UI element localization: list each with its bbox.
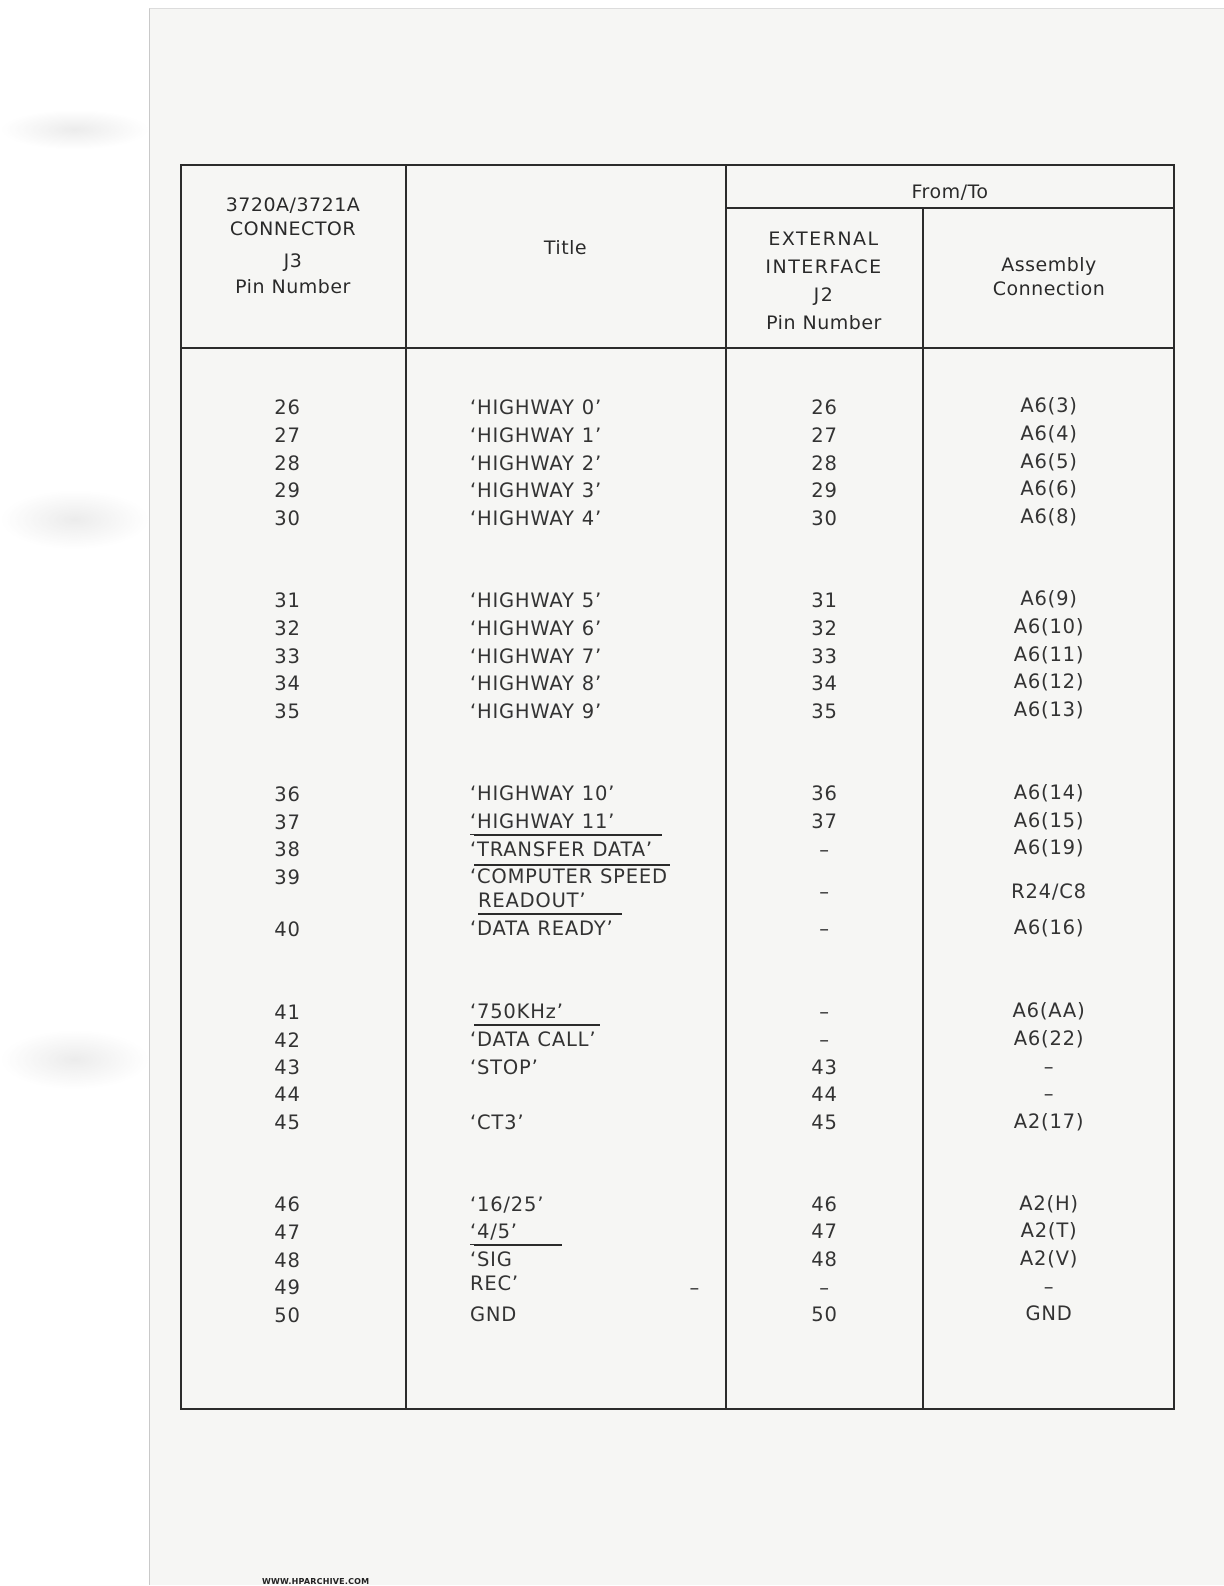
signal-title: ‘HIGHWAY 0’ — [470, 396, 602, 419]
signal-overbar — [478, 913, 622, 915]
assembly-connection: A2(V) — [1019, 1247, 1079, 1270]
pin-number: 28 — [274, 452, 301, 475]
signal-overbar — [474, 864, 670, 866]
from-to-divider — [726, 207, 1174, 209]
header-line: 3720A/3721A — [225, 194, 361, 216]
signal-title: ‘4/5’ — [470, 1220, 518, 1243]
assembly-connection: A6(3) — [1020, 394, 1078, 417]
header-line: Assembly — [1001, 254, 1097, 276]
scan-smudge — [0, 1030, 150, 1090]
pin-number: 39 — [274, 866, 301, 889]
external-pin: – — [819, 1028, 830, 1051]
header-line: Connection — [992, 278, 1106, 300]
external-pin: 34 — [811, 672, 838, 695]
assembly-connection: A6(8) — [1020, 505, 1078, 528]
scan-smudge — [0, 110, 150, 150]
header-external-interface — [726, 225, 922, 337]
header-line: CONNECTOR — [229, 218, 357, 240]
external-pin: 36 — [811, 782, 838, 805]
assembly-connection: A6(AA) — [1012, 999, 1086, 1022]
pin-number: 44 — [274, 1083, 301, 1106]
external-pin: 43 — [811, 1056, 838, 1079]
assembly-connection: A2(T) — [1020, 1219, 1078, 1242]
external-pin: 37 — [811, 810, 838, 833]
pin-number: 30 — [274, 507, 301, 530]
signal-title: GND — [470, 1303, 518, 1326]
signal-title: ‘HIGHWAY 6’ — [470, 617, 602, 640]
pin-number: 46 — [274, 1193, 301, 1216]
signal-title: ‘TRANSFER DATA’ — [470, 834, 662, 862]
signal-title: ‘HIGHWAY 10’ — [470, 782, 616, 805]
archive-watermark: WWW.HPARCHIVE.COM — [262, 1577, 370, 1586]
header-assembly-connection — [924, 253, 1174, 301]
signal-title: ‘HIGHWAY 3’ — [470, 479, 602, 502]
external-pin: 50 — [811, 1303, 838, 1326]
assembly-connection: A6(16) — [1013, 916, 1085, 939]
assembly-connection: A6(13) — [1013, 698, 1085, 721]
signal-title: – — [689, 1276, 700, 1299]
signal-title: ‘STOP’ — [470, 1056, 539, 1079]
assembly-connection: – — [1043, 1275, 1055, 1298]
signal-title: ‘HIGHWAY 9’ — [470, 700, 602, 723]
assembly-connection: A6(14) — [1013, 781, 1085, 804]
pin-number: 43 — [274, 1056, 301, 1079]
pin-number: 31 — [274, 589, 301, 612]
pin-number: 41 — [274, 1001, 301, 1024]
header-line: INTERFACE — [765, 256, 883, 278]
assembly-connection: A2(17) — [1013, 1110, 1085, 1133]
signal-title: ‘750KHz’ — [470, 1000, 564, 1023]
signal-title: ‘HIGHWAY 1’ — [470, 424, 602, 447]
external-pin: 26 — [811, 396, 838, 419]
external-pin: 28 — [811, 452, 838, 475]
pin-number: 50 — [274, 1304, 301, 1327]
signal-title: ‘SIG REC’ — [470, 1244, 560, 1296]
pin-number: 40 — [274, 918, 301, 941]
header-connector-pin — [181, 192, 405, 300]
signal-title: ‘HIGHWAY 5’ — [470, 589, 602, 612]
signal-overbar — [474, 1024, 600, 1026]
pin-number: 32 — [274, 617, 301, 640]
assembly-connection: – — [1043, 1055, 1055, 1078]
external-pin: 31 — [811, 589, 838, 612]
assembly-connection: A6(22) — [1013, 1027, 1085, 1050]
signal-title: ‘HIGHWAY 2’ — [470, 452, 602, 475]
external-pin: 44 — [811, 1083, 838, 1106]
pin-number: 42 — [274, 1029, 301, 1052]
signal-title: ‘DATA CALL’ — [470, 1028, 597, 1051]
header-from-to — [726, 179, 1174, 205]
external-pin: – — [819, 1276, 830, 1299]
signal-title: ‘16/25’ — [470, 1193, 545, 1216]
external-pin: 30 — [811, 507, 838, 530]
external-pin: 35 — [811, 700, 838, 723]
assembly-connection: – — [1043, 1082, 1055, 1105]
pin-number: 29 — [274, 479, 301, 502]
header-line: J3 — [283, 250, 303, 272]
pin-number: 47 — [274, 1221, 301, 1244]
external-pin: – — [819, 838, 830, 861]
assembly-connection: GND — [1025, 1302, 1073, 1325]
pin-number: 36 — [274, 783, 301, 806]
external-pin: – — [819, 1000, 830, 1023]
pin-number: 45 — [274, 1111, 301, 1134]
assembly-connection: A6(15) — [1013, 809, 1085, 832]
external-pin: 45 — [811, 1111, 838, 1134]
external-pin: – — [819, 880, 830, 903]
assembly-connection: A6(9) — [1020, 587, 1078, 610]
external-pin: 27 — [811, 424, 838, 447]
signal-title: ‘DATA READY’ — [470, 917, 614, 940]
assembly-connection: A6(5) — [1020, 450, 1078, 473]
pin-number: 26 — [274, 396, 301, 419]
pin-number: 38 — [274, 838, 301, 861]
external-pin: 47 — [811, 1220, 838, 1243]
assembly-connection: A6(6) — [1020, 477, 1078, 500]
pin-number: 48 — [274, 1249, 301, 1272]
column-divider — [405, 165, 407, 1409]
assembly-connection: A6(4) — [1020, 422, 1078, 445]
signal-title: ‘HIGHWAY 4’ — [470, 507, 602, 530]
header-title — [406, 235, 725, 261]
assembly-connection: A6(19) — [1013, 836, 1085, 859]
assembly-connection: R24/C8 — [1011, 880, 1087, 903]
header-line: Pin Number — [235, 276, 351, 298]
external-pin: 33 — [811, 645, 838, 668]
external-pin: 32 — [811, 617, 838, 640]
external-pin: 29 — [811, 479, 838, 502]
external-pin: 46 — [811, 1193, 838, 1216]
header-line: EXTERNAL — [768, 228, 880, 250]
external-pin: – — [819, 917, 830, 940]
header-from-to-label: From/To — [911, 181, 989, 203]
pin-number: 35 — [274, 700, 301, 723]
assembly-connection: A6(10) — [1013, 615, 1085, 638]
signal-title: ‘HIGHWAY 8’ — [470, 672, 602, 695]
external-pin: 48 — [811, 1248, 838, 1271]
signal-title: ‘HIGHWAY 11’ — [470, 810, 616, 833]
signal-title: ‘COMPUTER SPEED — [470, 865, 668, 888]
assembly-connection: A2(H) — [1019, 1192, 1079, 1215]
pin-number: 27 — [274, 424, 301, 447]
header-line: Pin Number — [766, 312, 882, 334]
scan-smudge — [0, 490, 150, 550]
header-divider — [181, 347, 1174, 349]
pin-number: 37 — [274, 811, 301, 834]
header-title-label: Title — [543, 237, 588, 259]
signal-title-continued: READOUT’ — [478, 889, 587, 912]
signal-overbar — [474, 834, 662, 836]
signal-title: ‘CT3’ — [470, 1111, 525, 1134]
pin-number: 34 — [274, 672, 301, 695]
signal-title: ‘HIGHWAY 7’ — [470, 645, 602, 668]
signal-overbar — [474, 1244, 562, 1246]
header-line: J2 — [813, 284, 835, 306]
pin-number: 49 — [274, 1276, 301, 1299]
assembly-connection: A6(12) — [1013, 670, 1085, 693]
pin-number: 33 — [274, 645, 301, 668]
assembly-connection: A6(11) — [1013, 643, 1085, 666]
